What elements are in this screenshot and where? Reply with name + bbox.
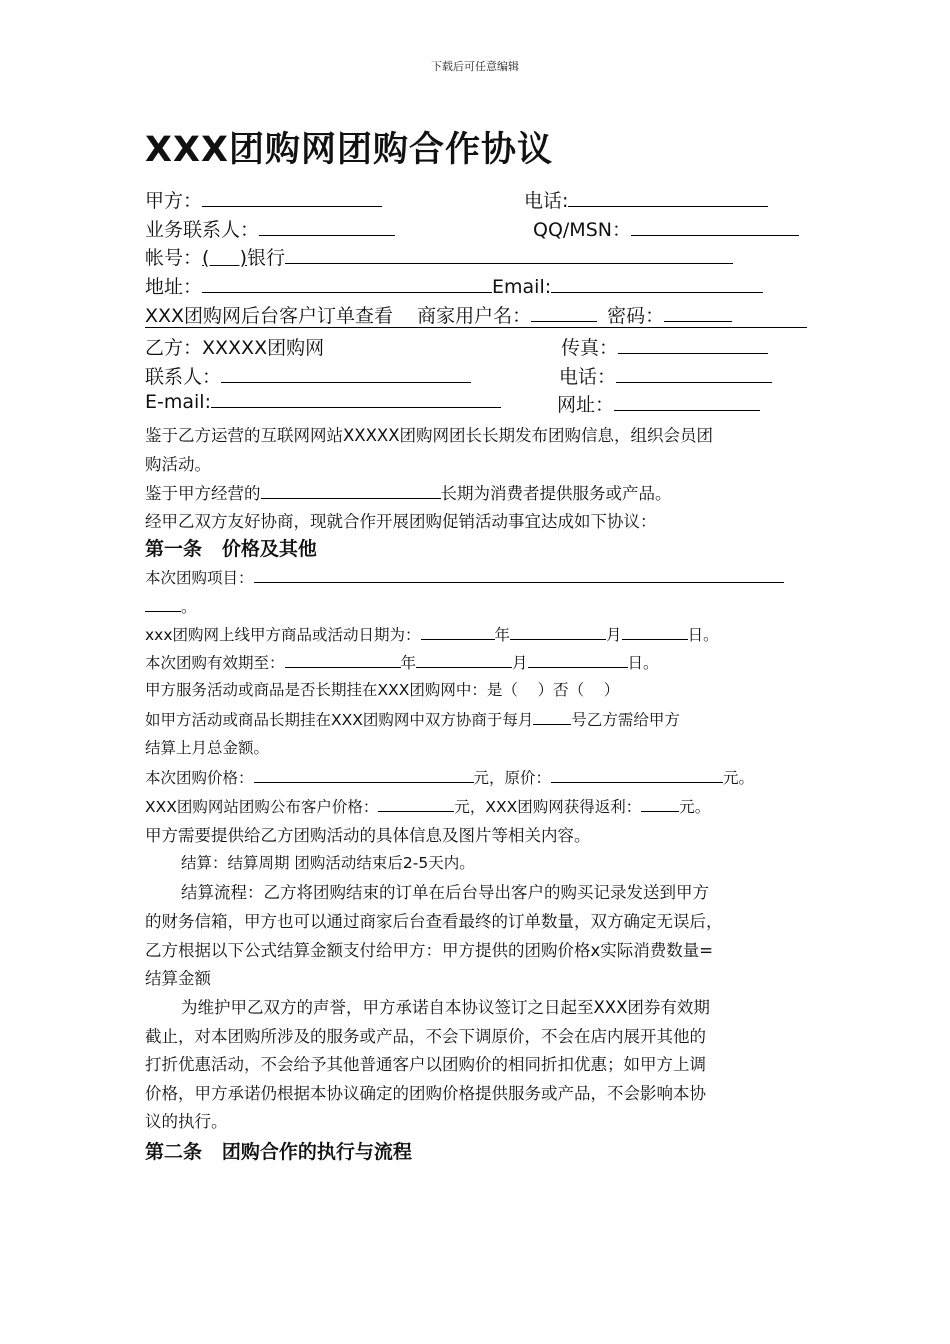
promise-line-4: 价格，甲方承诺仍根据本协议确定的团购价格提供服务或产品，不会影响本协 (145, 1084, 706, 1103)
address-field[interactable] (202, 275, 492, 293)
promise-line-3: 打折优惠活动，不会给予其他普通客户以团购价的相同折扣优惠；如甲方上调 (145, 1055, 706, 1074)
bank-label: 银行 (247, 247, 286, 269)
intro-p2-after: 长期为消费者提供服务或产品。 (440, 484, 672, 503)
email-field[interactable] (551, 275, 763, 293)
section-divider (145, 327, 807, 328)
bank-field[interactable] (285, 246, 733, 264)
rebate-label: 元，XXX团购网获得返利： (454, 798, 642, 816)
promise-line-5: 议的执行。 (145, 1112, 228, 1131)
month-label: 月 (512, 654, 528, 672)
monthly-row-2: 结算上月总金额。 (145, 739, 270, 757)
party-b-phone-row (559, 362, 772, 389)
online-year-field[interactable] (421, 622, 495, 640)
party-a-row (145, 186, 382, 213)
monthly-day-field[interactable] (533, 707, 571, 725)
account-paren[interactable]: ( ) (202, 247, 248, 269)
party-b-text: 乙方：XXXXX团购网 (145, 337, 325, 359)
valid-date-row (145, 650, 659, 673)
public-price-row (145, 794, 710, 817)
info-line: 甲方需要提供给乙方团购活动的具体信息及图片等相关内容。 (145, 826, 591, 845)
flow-line-3: 乙方根据以下公式结算金额支付给甲方：甲方提供的团购价格x实际消费数量= (145, 941, 714, 960)
rebate-field[interactable] (641, 794, 679, 812)
online-month-field[interactable] (510, 622, 606, 640)
project-label: 本次团购项目： (145, 569, 254, 587)
page-title: XXX团购网团购合作协议 (145, 130, 553, 170)
day-label: 日。 (627, 654, 659, 672)
yuan-end: 元。 (679, 798, 711, 816)
merchant-user-label: 商家用户名： (417, 305, 532, 327)
promise-line-2: 截止，对本团购所涉及的服务或产品，不会下调原价，不会在店内展开其他的 (145, 1027, 706, 1046)
intro-p2-before: 鉴于甲方经营的 (145, 484, 261, 503)
valid-day-field[interactable] (528, 650, 628, 668)
password-field[interactable] (664, 304, 732, 322)
online-date-label: xxx团购网上线甲方商品或活动日期为： (145, 626, 421, 644)
long-term-question: 甲方服务活动或商品是否长期挂在XXX团购网中：是（ ）否（ ） (145, 681, 620, 699)
fax-field[interactable] (618, 336, 768, 354)
business-field[interactable] (261, 481, 441, 499)
yuan-end: 元。 (723, 769, 755, 787)
party-a-phone-row (524, 186, 768, 213)
party-b-row (145, 333, 324, 360)
year-label: 年 (494, 626, 511, 644)
flow-line-1: 结算流程：乙方将团购结束的订单在后台导出客户的购买记录发送到甲方 (181, 883, 709, 902)
merchant-user-field[interactable] (531, 304, 597, 322)
original-price-field[interactable] (551, 765, 723, 783)
valid-month-field[interactable] (416, 650, 512, 668)
monthly-row (145, 707, 680, 730)
website-label: 网址： (557, 394, 615, 416)
valid-label: 本次团购有效期至： (145, 654, 285, 672)
original-price-label: 元，原价： (473, 769, 552, 787)
fax-label: 传真： (561, 337, 619, 359)
party-a-field[interactable] (202, 189, 382, 207)
qq-label: QQ/MSN： (533, 219, 631, 241)
project-end: 。 (181, 598, 197, 616)
day-label: 日。 (687, 626, 719, 644)
online-date-row (145, 622, 719, 645)
intro-p3: 经甲乙双方友好协商，现就合作开展团购促销活动事宜达成如下协议： (145, 512, 657, 531)
party-a-phone-field[interactable] (568, 189, 768, 207)
price-field[interactable] (254, 765, 474, 783)
flow-line-4: 结算金额 (145, 969, 211, 988)
month-label: 月 (606, 626, 622, 644)
intro-p2 (145, 480, 672, 504)
monthly-after: 号乙方需给甲方 (571, 711, 680, 729)
party-b-email-label: E-mail: (145, 391, 211, 413)
fax-row (561, 333, 768, 360)
party-a-label: 甲方： (145, 190, 203, 212)
party-a-contact-field[interactable] (259, 218, 395, 236)
account-row (145, 243, 733, 270)
password-label: 密码： (607, 305, 665, 327)
intro-p1-line2: 购活动。 (145, 455, 211, 474)
party-b-email-row (145, 390, 501, 413)
qq-row (533, 215, 799, 242)
address-row (145, 272, 763, 299)
backend-text: XXX团购网后台客户订单查看 (145, 305, 394, 327)
header-note: 下载后可任意编辑 (431, 60, 519, 73)
year-label: 年 (400, 654, 417, 672)
party-b-contact-label: 联系人： (145, 366, 222, 388)
party-b-contact-field[interactable] (221, 365, 471, 383)
project-field[interactable] (254, 565, 784, 583)
party-b-phone-label: 电话： (559, 366, 617, 388)
online-day-field[interactable] (622, 622, 688, 640)
price-label: 本次团购价格： (145, 769, 254, 787)
party-b-phone-field[interactable] (616, 365, 772, 383)
article2-heading: 第二条 团购合作的执行与流程 (145, 1141, 412, 1163)
settle-line: 结算：结算周期 团购活动结束后2-5天内。 (181, 854, 475, 872)
address-label: 地址： (145, 276, 203, 298)
phone-label: 电话: (524, 190, 569, 212)
public-price-field[interactable] (378, 794, 454, 812)
project-row-cont (145, 594, 197, 617)
valid-year-field[interactable] (285, 650, 401, 668)
qq-field[interactable] (631, 218, 799, 236)
project-field-cont[interactable] (145, 594, 181, 612)
email-label: Email: (492, 276, 552, 298)
backend-row (145, 301, 732, 328)
party-a-contact-row (145, 215, 395, 242)
flow-line-2: 的财务信箱，甲方也可以通过商家后台查看最终的订单数量，双方确定无误后， (145, 912, 723, 931)
party-b-email-field[interactable] (211, 390, 501, 408)
website-field[interactable] (614, 393, 760, 411)
website-row (557, 390, 760, 417)
intro-p1-line1: 鉴于乙方运营的互联网网站XXXXX团购网团长长期发布团购信息，组织会员团 (145, 426, 714, 445)
party-b-contact-row (145, 362, 471, 389)
account-label: 帐号： (145, 247, 203, 269)
project-row (145, 565, 784, 588)
promise-line-1: 为维护甲乙双方的声誉，甲方承诺自本协议签订之日起至XXX团券有效期 (181, 998, 710, 1017)
article1-heading: 第一条 价格及其他 (145, 538, 317, 560)
monthly-before: 如甲方活动或商品长期挂在XXX团购网中双方协商于每月 (145, 711, 534, 729)
price-row (145, 765, 754, 788)
contact-label: 业务联系人： (145, 219, 260, 241)
public-price-label: XXX团购网站团购公布客户价格： (145, 798, 379, 816)
